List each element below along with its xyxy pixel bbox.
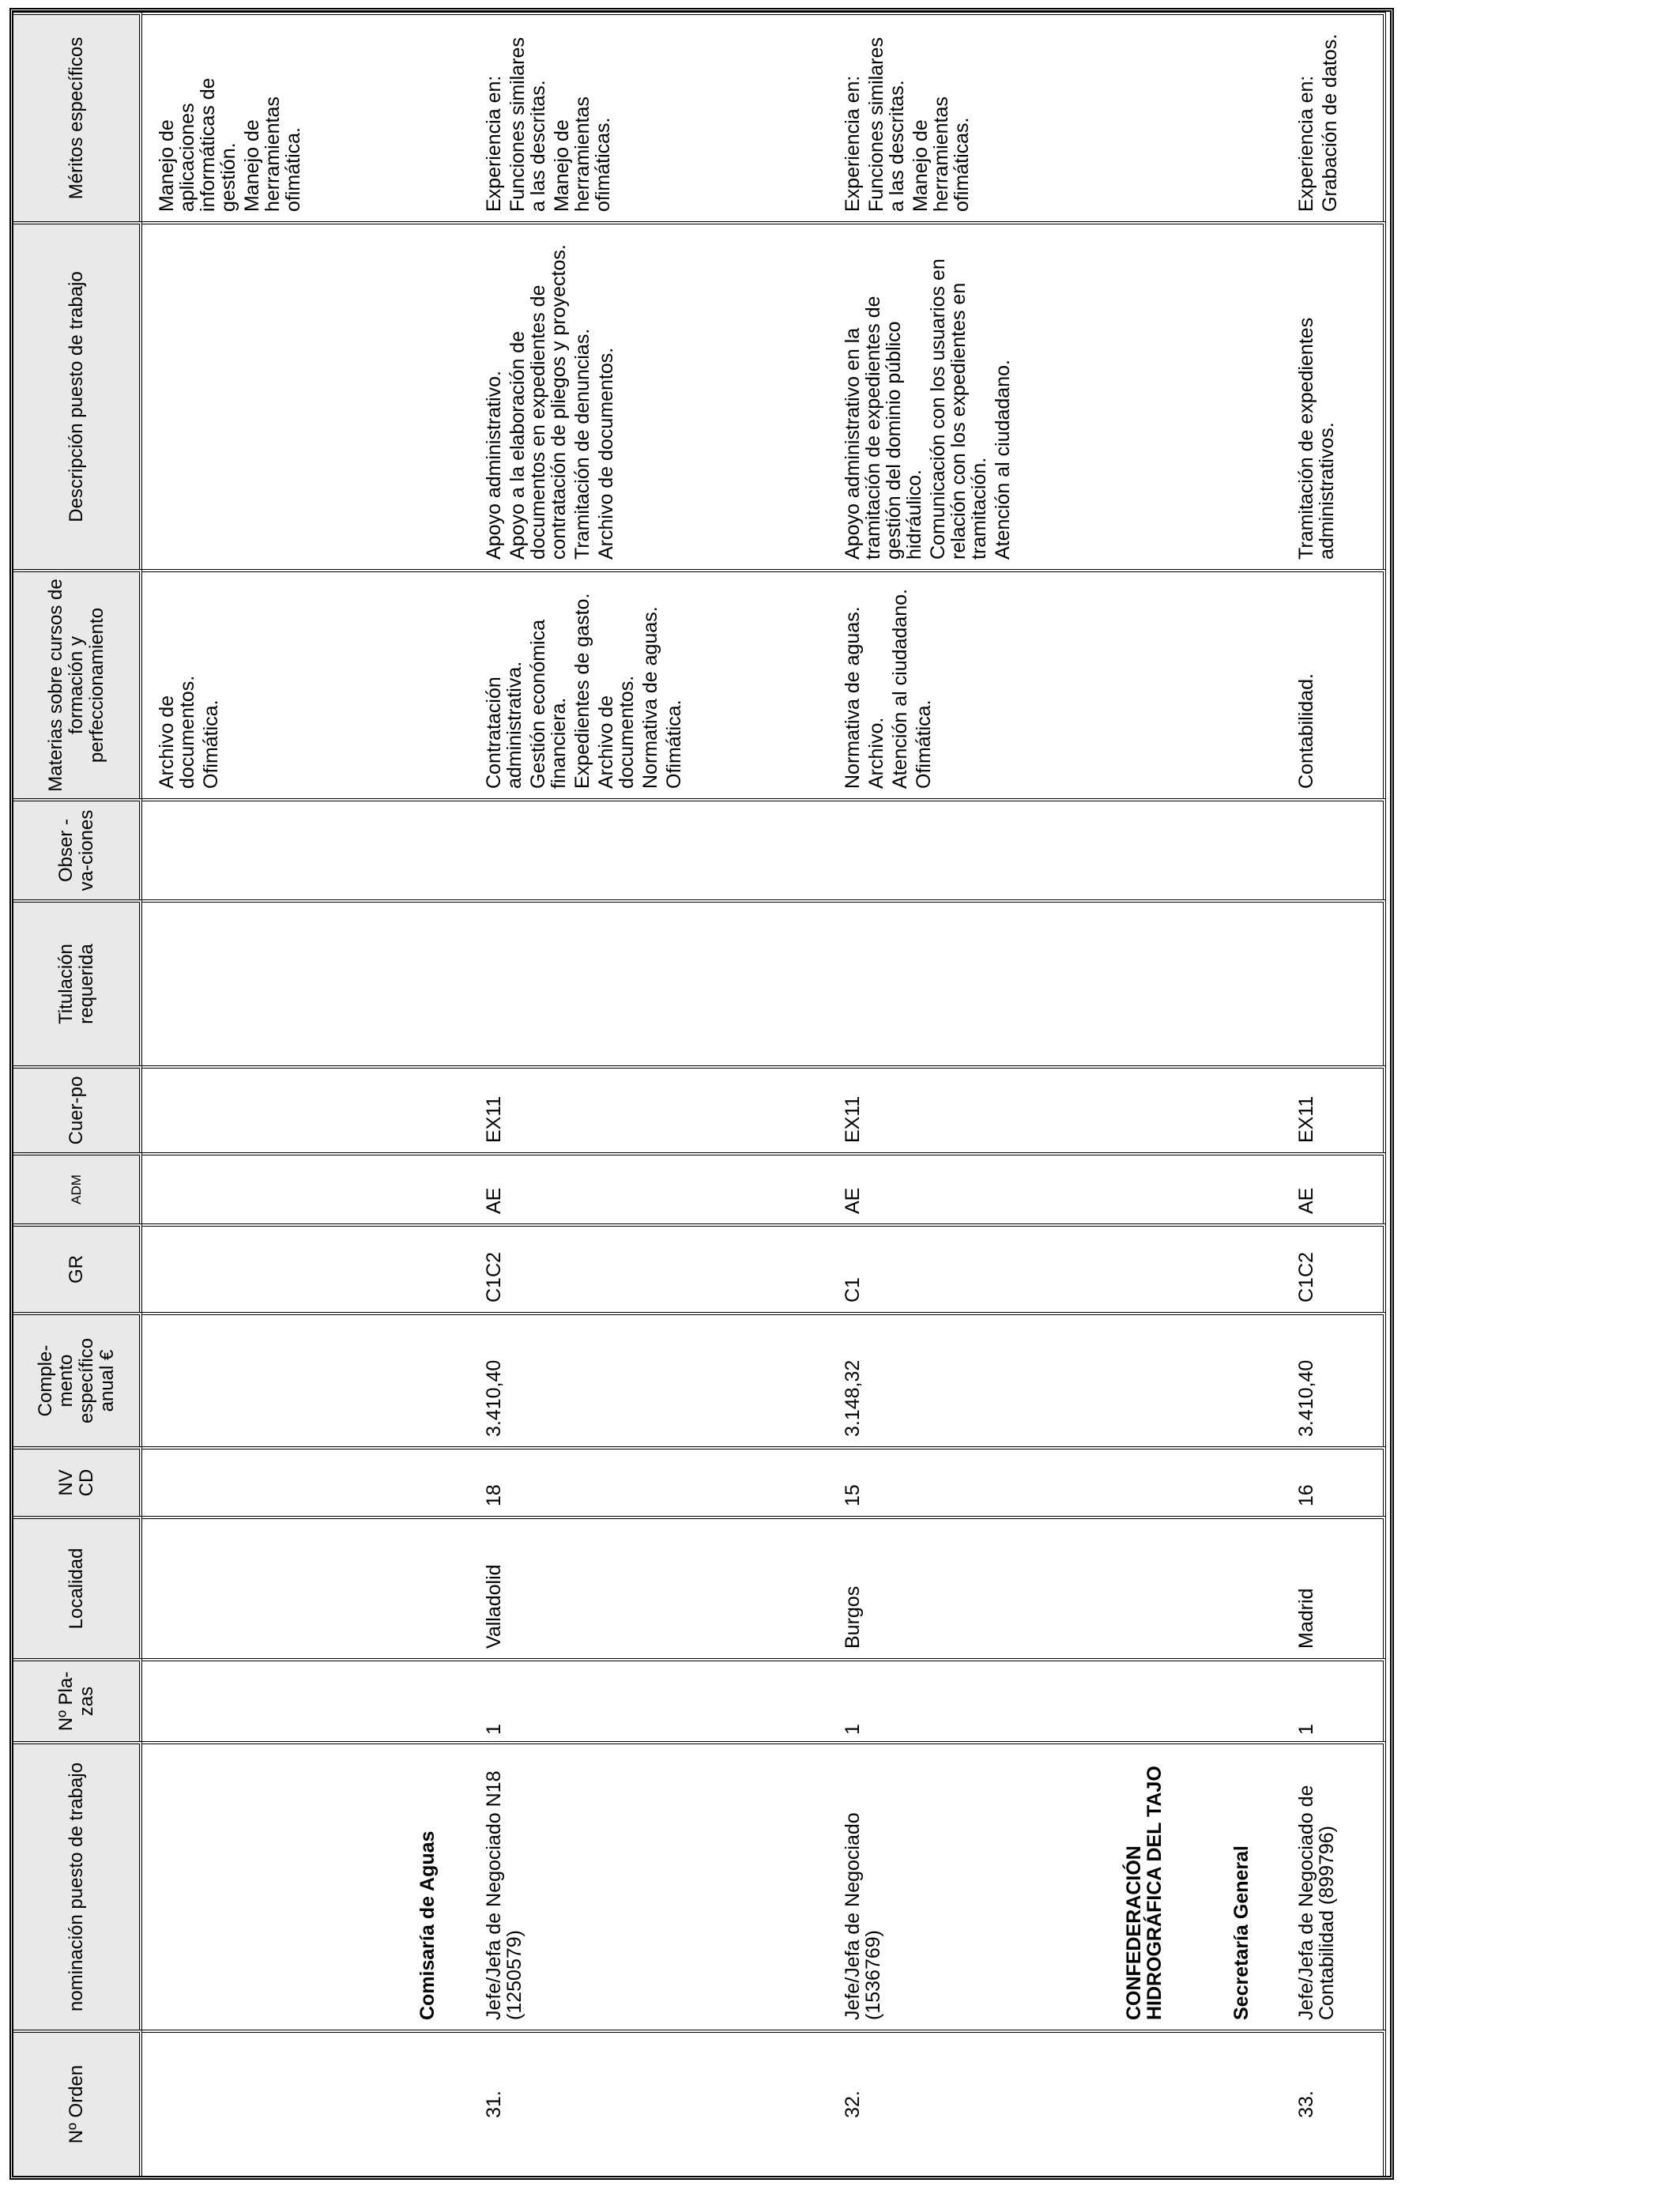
row-32-complemento: 3.148,32 xyxy=(842,1359,864,1437)
row-33-descripcion xyxy=(1296,231,1340,560)
col-nivel xyxy=(142,1446,1386,1516)
materia-item: Expedientes de gasto. xyxy=(571,593,593,789)
row-32-adm: AE xyxy=(842,1187,864,1214)
header-plazas: Nº Pla-zas xyxy=(13,1658,142,1741)
col-grupo xyxy=(142,1223,1386,1312)
header-meritos: Méritos específicos xyxy=(13,12,142,221)
header-cuerpo: Cuer-po xyxy=(13,1065,142,1152)
row-33-denominacion: Jefe/Jefa de Negociado de Contabilidad (899796) xyxy=(1295,1785,1338,2020)
col-complemento xyxy=(142,1312,1386,1446)
header-complemento: Comple-mento específico anual € xyxy=(13,1312,142,1446)
row-31-descripcion xyxy=(484,231,620,560)
row-33-grupo: C1C2 xyxy=(1295,1252,1317,1302)
descripcion-item: Atención al ciudadano. xyxy=(992,360,1014,560)
row-32-meritos xyxy=(842,21,975,212)
merito-item: Grabación de datos. xyxy=(1319,33,1341,212)
merito-item: Experiencia en: xyxy=(483,75,505,212)
row-31-localidad: Valladolid xyxy=(483,1564,505,1649)
descripcion-item: Tramitación de denuncias. xyxy=(571,328,593,560)
col-meritos xyxy=(142,12,1386,221)
row-32-plazas: 1 xyxy=(842,1724,864,1735)
first-block-materias xyxy=(156,579,224,789)
row-33-adm: AE xyxy=(1295,1187,1317,1214)
row-32-descripcion xyxy=(842,231,1016,560)
row-31-meritos xyxy=(484,21,616,212)
first-materia: Ofimática. xyxy=(200,699,222,789)
materia-item: Ofimática. xyxy=(663,699,685,789)
section-confederacion: CONFEDERACIÓN HIDROGRÁFICA DEL TAJO xyxy=(1123,1766,1166,2020)
materia-item: Archivo. xyxy=(865,717,887,789)
header-grupo: GR xyxy=(13,1223,142,1312)
row-32-denominacion: Jefe/Jefa de Negociado (1536769) xyxy=(842,1812,884,2020)
header-materias: Materias sobre cursos de formación y perfeccionamiento xyxy=(13,569,142,798)
col-materias xyxy=(142,569,1386,798)
row-32-materias xyxy=(842,579,937,789)
merito-item: Manejo de herramientas ofimáticas. xyxy=(910,96,973,212)
table-body-row xyxy=(142,12,1386,2176)
first-merito: Manejo de herramientas ofimática. xyxy=(241,96,304,212)
header-localidad: Localidad xyxy=(13,1516,142,1658)
merito-item: Funciones similares a las descritas. xyxy=(507,37,549,212)
materia-item: Gestión económica financiera. xyxy=(527,619,570,789)
section-secretaria: Secretaría General xyxy=(1230,1845,1252,2020)
row-31-adm: AE xyxy=(483,1187,505,1214)
row-32-orden: 32. xyxy=(842,2090,864,2118)
col-adm xyxy=(142,1152,1386,1223)
col-denominacion xyxy=(142,1741,1386,2030)
row-31-grupo: C1C2 xyxy=(483,1252,505,1302)
descripcion-item: Apoyo administrativo en la tramitación de expedientes de gestión del dominio público hidráulico. xyxy=(842,296,925,560)
merito-item: Experiencia en: xyxy=(842,75,864,212)
materia-item: Contratación administrativa. xyxy=(483,661,525,789)
descripcion-item: Apoyo a la elaboración de documentos en expedientes de contratación de pliegos y proyectos. xyxy=(507,244,570,560)
header-orden: Nº Orden xyxy=(13,2030,142,2176)
descripcion-item: Apoyo administrativo. xyxy=(483,370,505,560)
table-frame xyxy=(9,8,1394,2180)
row-31-orden: 31. xyxy=(483,2090,505,2118)
materia-item: Normativa de aguas. xyxy=(842,606,864,789)
merito-item: Funciones similares a las descritas. xyxy=(865,37,908,212)
descripcion-item: Comunicación con los usuarios en relación con los expedientes en tramitación. xyxy=(927,258,990,560)
materia-item: Contabilidad. xyxy=(1295,673,1317,789)
row-32-localidad: Burgos xyxy=(842,1585,864,1649)
col-localidad xyxy=(142,1516,1386,1658)
merito-item: Experiencia en: xyxy=(1295,75,1317,212)
header-row xyxy=(13,12,142,2176)
row-31-denominacion: Jefe/Jefa de Negociado N18 (1250579) xyxy=(483,1770,525,2020)
col-cuerpo xyxy=(142,1065,1386,1152)
row-31-plazas: 1 xyxy=(483,1724,505,1735)
merito-item: Manejo de herramientas ofimáticas. xyxy=(551,96,614,212)
row-31-nivel: 18 xyxy=(483,1484,505,1506)
row-33-cuerpo: EX11 xyxy=(1295,1095,1317,1143)
descripcion-item: Archivo de documentos. xyxy=(595,347,617,560)
header-nivel: NV CD xyxy=(13,1446,142,1516)
materia-item: Archivo de documentos. xyxy=(595,675,638,789)
row-33-plazas: 1 xyxy=(1295,1724,1317,1735)
first-block-meritos xyxy=(156,21,307,212)
col-plazas xyxy=(142,1658,1386,1741)
materia-item: Ofimática. xyxy=(913,699,935,789)
col-orden xyxy=(142,2030,1386,2176)
col-titulacion xyxy=(142,899,1386,1065)
positions-table xyxy=(13,12,1386,2176)
row-31-complemento: 3.410,40 xyxy=(483,1359,505,1437)
header-observaciones: Obser -va-ciones xyxy=(13,798,142,899)
section-comisaria: Comisaría de Aguas xyxy=(416,1830,439,2020)
header-adm: ADM xyxy=(13,1152,142,1223)
row-32-nivel: 15 xyxy=(842,1484,864,1506)
row-33-complemento: 3.410,40 xyxy=(1295,1359,1317,1437)
row-31-cuerpo: EX11 xyxy=(483,1095,505,1143)
materia-item: Normativa de aguas. xyxy=(639,606,661,789)
col-observaciones xyxy=(142,798,1386,899)
row-33-materias xyxy=(1296,579,1320,789)
row-33-localidad: Madrid xyxy=(1295,1588,1317,1649)
descripcion-item: Tramitación de expedientes administrativos. xyxy=(1295,317,1338,560)
materia-item: Atención al ciudadano. xyxy=(889,589,911,789)
row-33-nivel: 16 xyxy=(1295,1484,1317,1506)
first-materia: Archivo de documentos. xyxy=(156,675,198,789)
header-denominacion: nominación puesto de trabajo xyxy=(13,1741,142,2030)
row-31-materias xyxy=(484,579,687,789)
row-32-grupo: C1 xyxy=(842,1277,864,1302)
row-33-orden: 33. xyxy=(1295,2090,1317,2118)
row-32-cuerpo: EX11 xyxy=(842,1095,864,1143)
header-titulacion: Titulación requerida xyxy=(13,899,142,1065)
first-merito: Manejo de aplicaciones informáticas de gestión. xyxy=(156,77,239,212)
header-descripcion: Descripción puesto de trabajo xyxy=(13,221,142,569)
row-33-meritos xyxy=(1296,21,1343,212)
col-descripcion xyxy=(142,221,1386,569)
